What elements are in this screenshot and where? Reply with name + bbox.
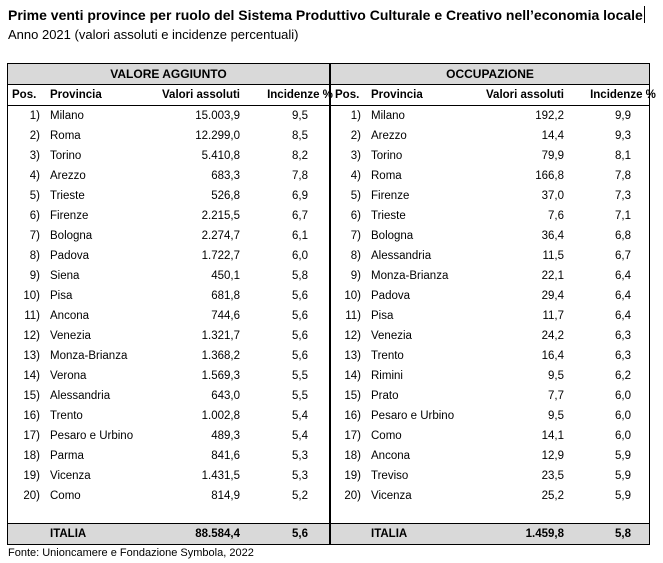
row-pos: 20) <box>344 490 361 502</box>
table-row <box>331 226 649 246</box>
document-title <box>8 6 645 23</box>
row-province: Ancona <box>371 450 411 462</box>
row-pct-value: 7,8 <box>615 170 631 182</box>
table-row <box>331 426 649 446</box>
row-province: Monza-Brianza <box>50 350 128 362</box>
row-abs-value: 36,4 <box>541 230 564 242</box>
row-pos: 19) <box>344 470 361 482</box>
row-abs-value: 1.002,8 <box>201 410 240 422</box>
row-pos: 11) <box>345 310 361 322</box>
table-row <box>8 306 329 326</box>
row-pos: 2) <box>350 130 361 142</box>
row-pos: 4) <box>350 170 361 182</box>
row-pct-value: 5,6 <box>292 310 308 322</box>
table-row <box>331 286 649 306</box>
table-row <box>8 486 329 506</box>
table-row <box>8 326 329 346</box>
row-pos: 17) <box>23 430 40 442</box>
table-row <box>8 126 329 146</box>
table-row <box>8 166 329 186</box>
row-pct-value: 6,7 <box>615 250 631 262</box>
total-abs-value: 88.584,4 <box>195 528 240 540</box>
row-pos: 18) <box>344 450 361 462</box>
row-pos: 16) <box>23 410 40 422</box>
table-row <box>8 206 329 226</box>
row-pos: 9) <box>29 270 40 282</box>
row-pos: 9) <box>350 270 361 282</box>
row-pct-value: 6,9 <box>292 190 308 202</box>
row-abs-value: 9,5 <box>548 370 564 382</box>
row-abs-value: 841,6 <box>211 450 240 462</box>
table-row <box>331 206 649 226</box>
row-pct-value: 6,1 <box>292 230 308 242</box>
row-pct-value: 7,1 <box>615 210 631 222</box>
row-province: Monza-Brianza <box>371 270 449 282</box>
row-abs-value: 29,4 <box>541 290 564 302</box>
row-province: Milano <box>50 110 84 122</box>
row-pct-value: 5,8 <box>292 270 308 282</box>
row-pos: 17) <box>344 430 361 442</box>
row-abs-value: 1.368,2 <box>201 350 240 362</box>
table-row <box>331 366 649 386</box>
row-province: Arezzo <box>50 170 86 182</box>
total-row <box>331 523 649 544</box>
row-province: Bologna <box>371 230 414 242</box>
table-row <box>331 146 649 166</box>
row-province: Trieste <box>371 210 406 222</box>
document-subtitle: Anno 2021 (valori assoluti e incidenze percentuali) <box>8 27 299 42</box>
row-province: Venezia <box>371 330 412 342</box>
row-abs-value: 23,5 <box>541 470 564 482</box>
table-row <box>331 466 649 486</box>
title-text: Prime venti province per ruolo del Sistema Produttivo Culturale e Creativo nell’economia locale <box>8 7 643 23</box>
row-province: Padova <box>371 290 411 302</box>
table-row <box>331 246 649 266</box>
valore-aggiunto-panel <box>8 64 333 544</box>
table-row <box>8 446 329 466</box>
row-pos: 1) <box>350 110 361 122</box>
row-province: Trieste <box>50 190 85 202</box>
row-province: Padova <box>50 250 90 262</box>
row-province: Firenze <box>50 210 89 222</box>
valore-aggiunto-heading: VALORE AGGIUNTO <box>8 64 329 85</box>
row-pos: 10) <box>344 290 361 302</box>
row-abs-value: 1.722,7 <box>201 250 240 262</box>
table-row <box>331 486 649 506</box>
row-abs-value: 683,3 <box>211 170 240 182</box>
row-province: Siena <box>50 270 80 282</box>
row-province: Roma <box>371 170 402 182</box>
row-province: Parma <box>50 450 84 462</box>
data-table <box>7 63 656 545</box>
column-header-pos: Pos. <box>335 89 360 101</box>
row-province: Bologna <box>50 230 93 242</box>
table-row <box>8 366 329 386</box>
total-label: ITALIA <box>371 528 408 540</box>
row-abs-value: 79,9 <box>541 150 564 162</box>
table-row <box>8 146 329 166</box>
row-pos: 14) <box>23 370 40 382</box>
row-abs-value: 489,3 <box>211 430 240 442</box>
column-header-row <box>8 85 333 106</box>
row-pos: 13) <box>344 350 361 362</box>
row-pos: 3) <box>29 150 40 162</box>
table-row <box>8 246 329 266</box>
row-pos: 18) <box>23 450 40 462</box>
total-pct-value: 5,6 <box>292 528 308 540</box>
table-row <box>331 126 649 146</box>
row-pct-value: 5,6 <box>292 330 308 342</box>
row-abs-value: 5.410,8 <box>201 150 240 162</box>
row-province: Ancona <box>50 310 90 322</box>
row-pos: 1) <box>29 110 40 122</box>
row-pct-value: 5,4 <box>292 430 308 442</box>
row-pct-value: 7,8 <box>292 170 308 182</box>
row-abs-value: 37,0 <box>541 190 564 202</box>
table-row <box>331 326 649 346</box>
row-pos: 12) <box>23 330 40 342</box>
row-pct-value: 9,3 <box>615 130 631 142</box>
table-row <box>8 406 329 426</box>
row-pct-value: 5,9 <box>615 470 631 482</box>
row-province: Trento <box>371 350 404 362</box>
row-pct-value: 5,3 <box>292 470 308 482</box>
row-pct-value: 8,2 <box>292 150 308 162</box>
row-abs-value: 14,1 <box>541 430 564 442</box>
table-row <box>8 286 329 306</box>
table-row <box>8 466 329 486</box>
row-pct-value: 6,4 <box>615 310 631 322</box>
row-abs-value: 24,2 <box>541 330 564 342</box>
row-pos: 7) <box>350 230 361 242</box>
row-pct-value: 5,6 <box>292 350 308 362</box>
row-abs-value: 15.003,9 <box>195 110 240 122</box>
row-abs-value: 14,4 <box>541 130 564 142</box>
table-row <box>331 106 649 126</box>
row-province: Roma <box>50 130 81 142</box>
table-row <box>8 226 329 246</box>
row-pos: 14) <box>344 370 361 382</box>
row-abs-value: 450,1 <box>211 270 240 282</box>
row-pct-value: 9,5 <box>292 110 308 122</box>
row-pct-value: 6,3 <box>615 350 631 362</box>
row-pct-value: 5,9 <box>615 490 631 502</box>
row-abs-value: 1.431,5 <box>201 470 240 482</box>
row-pct-value: 6,3 <box>615 330 631 342</box>
row-province: Torino <box>50 150 82 162</box>
row-province: Arezzo <box>371 130 407 142</box>
column-header-province: Provincia <box>371 89 423 101</box>
row-pct-value: 5,2 <box>292 490 308 502</box>
row-province: Milano <box>371 110 405 122</box>
table-row <box>8 386 329 406</box>
total-label: ITALIA <box>50 528 87 540</box>
row-abs-value: 7,6 <box>548 210 564 222</box>
row-abs-value: 12.299,0 <box>195 130 240 142</box>
row-province: Trento <box>50 410 83 422</box>
table-row <box>331 346 649 366</box>
table-row <box>8 186 329 206</box>
row-pos: 10) <box>23 290 40 302</box>
row-abs-value: 681,8 <box>211 290 240 302</box>
row-pct-value: 5,4 <box>292 410 308 422</box>
occupazione-panel <box>330 64 656 544</box>
row-pos: 15) <box>344 390 361 402</box>
row-abs-value: 22,1 <box>541 270 564 282</box>
row-pct-value: 5,6 <box>292 290 308 302</box>
row-abs-value: 11,5 <box>542 250 564 262</box>
row-abs-value: 12,9 <box>541 450 564 462</box>
row-pos: 4) <box>29 170 40 182</box>
row-pct-value: 9,9 <box>615 110 631 122</box>
column-header-pct: Incidenze % <box>267 89 333 101</box>
row-pos: 16) <box>344 410 361 422</box>
row-pos: 8) <box>350 250 361 262</box>
row-abs-value: 7,7 <box>548 390 564 402</box>
row-pct-value: 6,4 <box>615 290 631 302</box>
row-province: Como <box>50 490 81 502</box>
row-pct-value: 5,5 <box>292 370 308 382</box>
row-abs-value: 814,9 <box>211 490 240 502</box>
source-note: Fonte: Unioncamere e Fondazione Symbola, 2022 <box>8 547 254 559</box>
row-abs-value: 2.274,7 <box>201 230 240 242</box>
row-abs-value: 2.215,5 <box>201 210 240 222</box>
row-pct-value: 6,0 <box>292 250 308 262</box>
row-abs-value: 166,8 <box>535 170 564 182</box>
table-row <box>331 186 649 206</box>
text-cursor <box>644 6 645 23</box>
row-province: Verona <box>50 370 87 382</box>
row-pos: 11) <box>24 310 40 322</box>
row-pct-value: 7,3 <box>615 190 631 202</box>
row-abs-value: 25,2 <box>541 490 564 502</box>
row-pct-value: 8,5 <box>292 130 308 142</box>
row-pos: 5) <box>350 190 361 202</box>
row-province: Pesaro e Urbino <box>50 430 134 442</box>
column-header-row <box>331 85 656 106</box>
table-row <box>8 426 329 446</box>
row-pos: 20) <box>23 490 40 502</box>
column-header-abs: Valori assoluti <box>162 89 240 101</box>
row-pct-value: 6,8 <box>615 230 631 242</box>
occupazione-heading: OCCUPAZIONE <box>331 64 649 85</box>
row-abs-value: 11,7 <box>542 310 564 322</box>
row-pos: 6) <box>29 210 40 222</box>
table-row <box>331 266 649 286</box>
table-row <box>331 406 649 426</box>
row-province: Pisa <box>371 310 394 322</box>
row-pos: 13) <box>23 350 40 362</box>
row-pct-value: 5,5 <box>292 390 308 402</box>
table-row <box>8 346 329 366</box>
row-abs-value: 1.569,3 <box>201 370 240 382</box>
row-pos: 3) <box>350 150 361 162</box>
table-row <box>331 386 649 406</box>
row-pct-value: 6,0 <box>615 390 631 402</box>
row-province: Treviso <box>371 470 409 482</box>
table-row <box>331 446 649 466</box>
row-pos: 2) <box>29 130 40 142</box>
column-header-pct: Incidenze % <box>590 89 656 101</box>
row-pos: 15) <box>23 390 40 402</box>
column-header-abs: Valori assoluti <box>486 89 564 101</box>
row-pct-value: 8,1 <box>615 150 631 162</box>
total-row <box>8 523 329 544</box>
column-header-pos: Pos. <box>12 89 37 101</box>
row-pct-value: 6,4 <box>615 270 631 282</box>
row-abs-value: 1.321,7 <box>201 330 240 342</box>
row-province: Como <box>371 430 402 442</box>
row-pct-value: 6,0 <box>615 430 631 442</box>
row-province: Alessandria <box>50 390 111 402</box>
row-pos: 7) <box>29 230 40 242</box>
row-province: Vicenza <box>50 470 91 482</box>
row-pos: 6) <box>350 210 361 222</box>
row-abs-value: 526,8 <box>211 190 240 202</box>
row-abs-value: 9,5 <box>548 410 564 422</box>
row-province: Prato <box>371 390 399 402</box>
row-pos: 19) <box>23 470 40 482</box>
table-row <box>331 306 649 326</box>
row-abs-value: 744,6 <box>211 310 240 322</box>
row-province: Pesaro e Urbino <box>371 410 455 422</box>
row-abs-value: 192,2 <box>535 110 564 122</box>
column-header-province: Provincia <box>50 89 102 101</box>
total-pct-value: 5,8 <box>615 528 631 540</box>
row-province: Venezia <box>50 330 91 342</box>
row-province: Alessandria <box>371 250 432 262</box>
table-row <box>331 166 649 186</box>
table-row <box>8 106 329 126</box>
row-pos: 8) <box>29 250 40 262</box>
row-abs-value: 16,4 <box>541 350 564 362</box>
total-abs-value: 1.459,8 <box>525 528 564 540</box>
row-province: Firenze <box>371 190 410 202</box>
row-pct-value: 6,7 <box>292 210 308 222</box>
row-pos: 12) <box>344 330 361 342</box>
table-row <box>8 266 329 286</box>
row-province: Rimini <box>371 370 403 382</box>
row-pct-value: 6,2 <box>615 370 631 382</box>
row-pct-value: 5,9 <box>615 450 631 462</box>
row-pos: 5) <box>29 190 40 202</box>
row-province: Pisa <box>50 290 73 302</box>
row-pct-value: 5,3 <box>292 450 308 462</box>
row-province: Torino <box>371 150 403 162</box>
row-province: Vicenza <box>371 490 412 502</box>
row-abs-value: 643,0 <box>211 390 240 402</box>
row-pct-value: 6,0 <box>615 410 631 422</box>
